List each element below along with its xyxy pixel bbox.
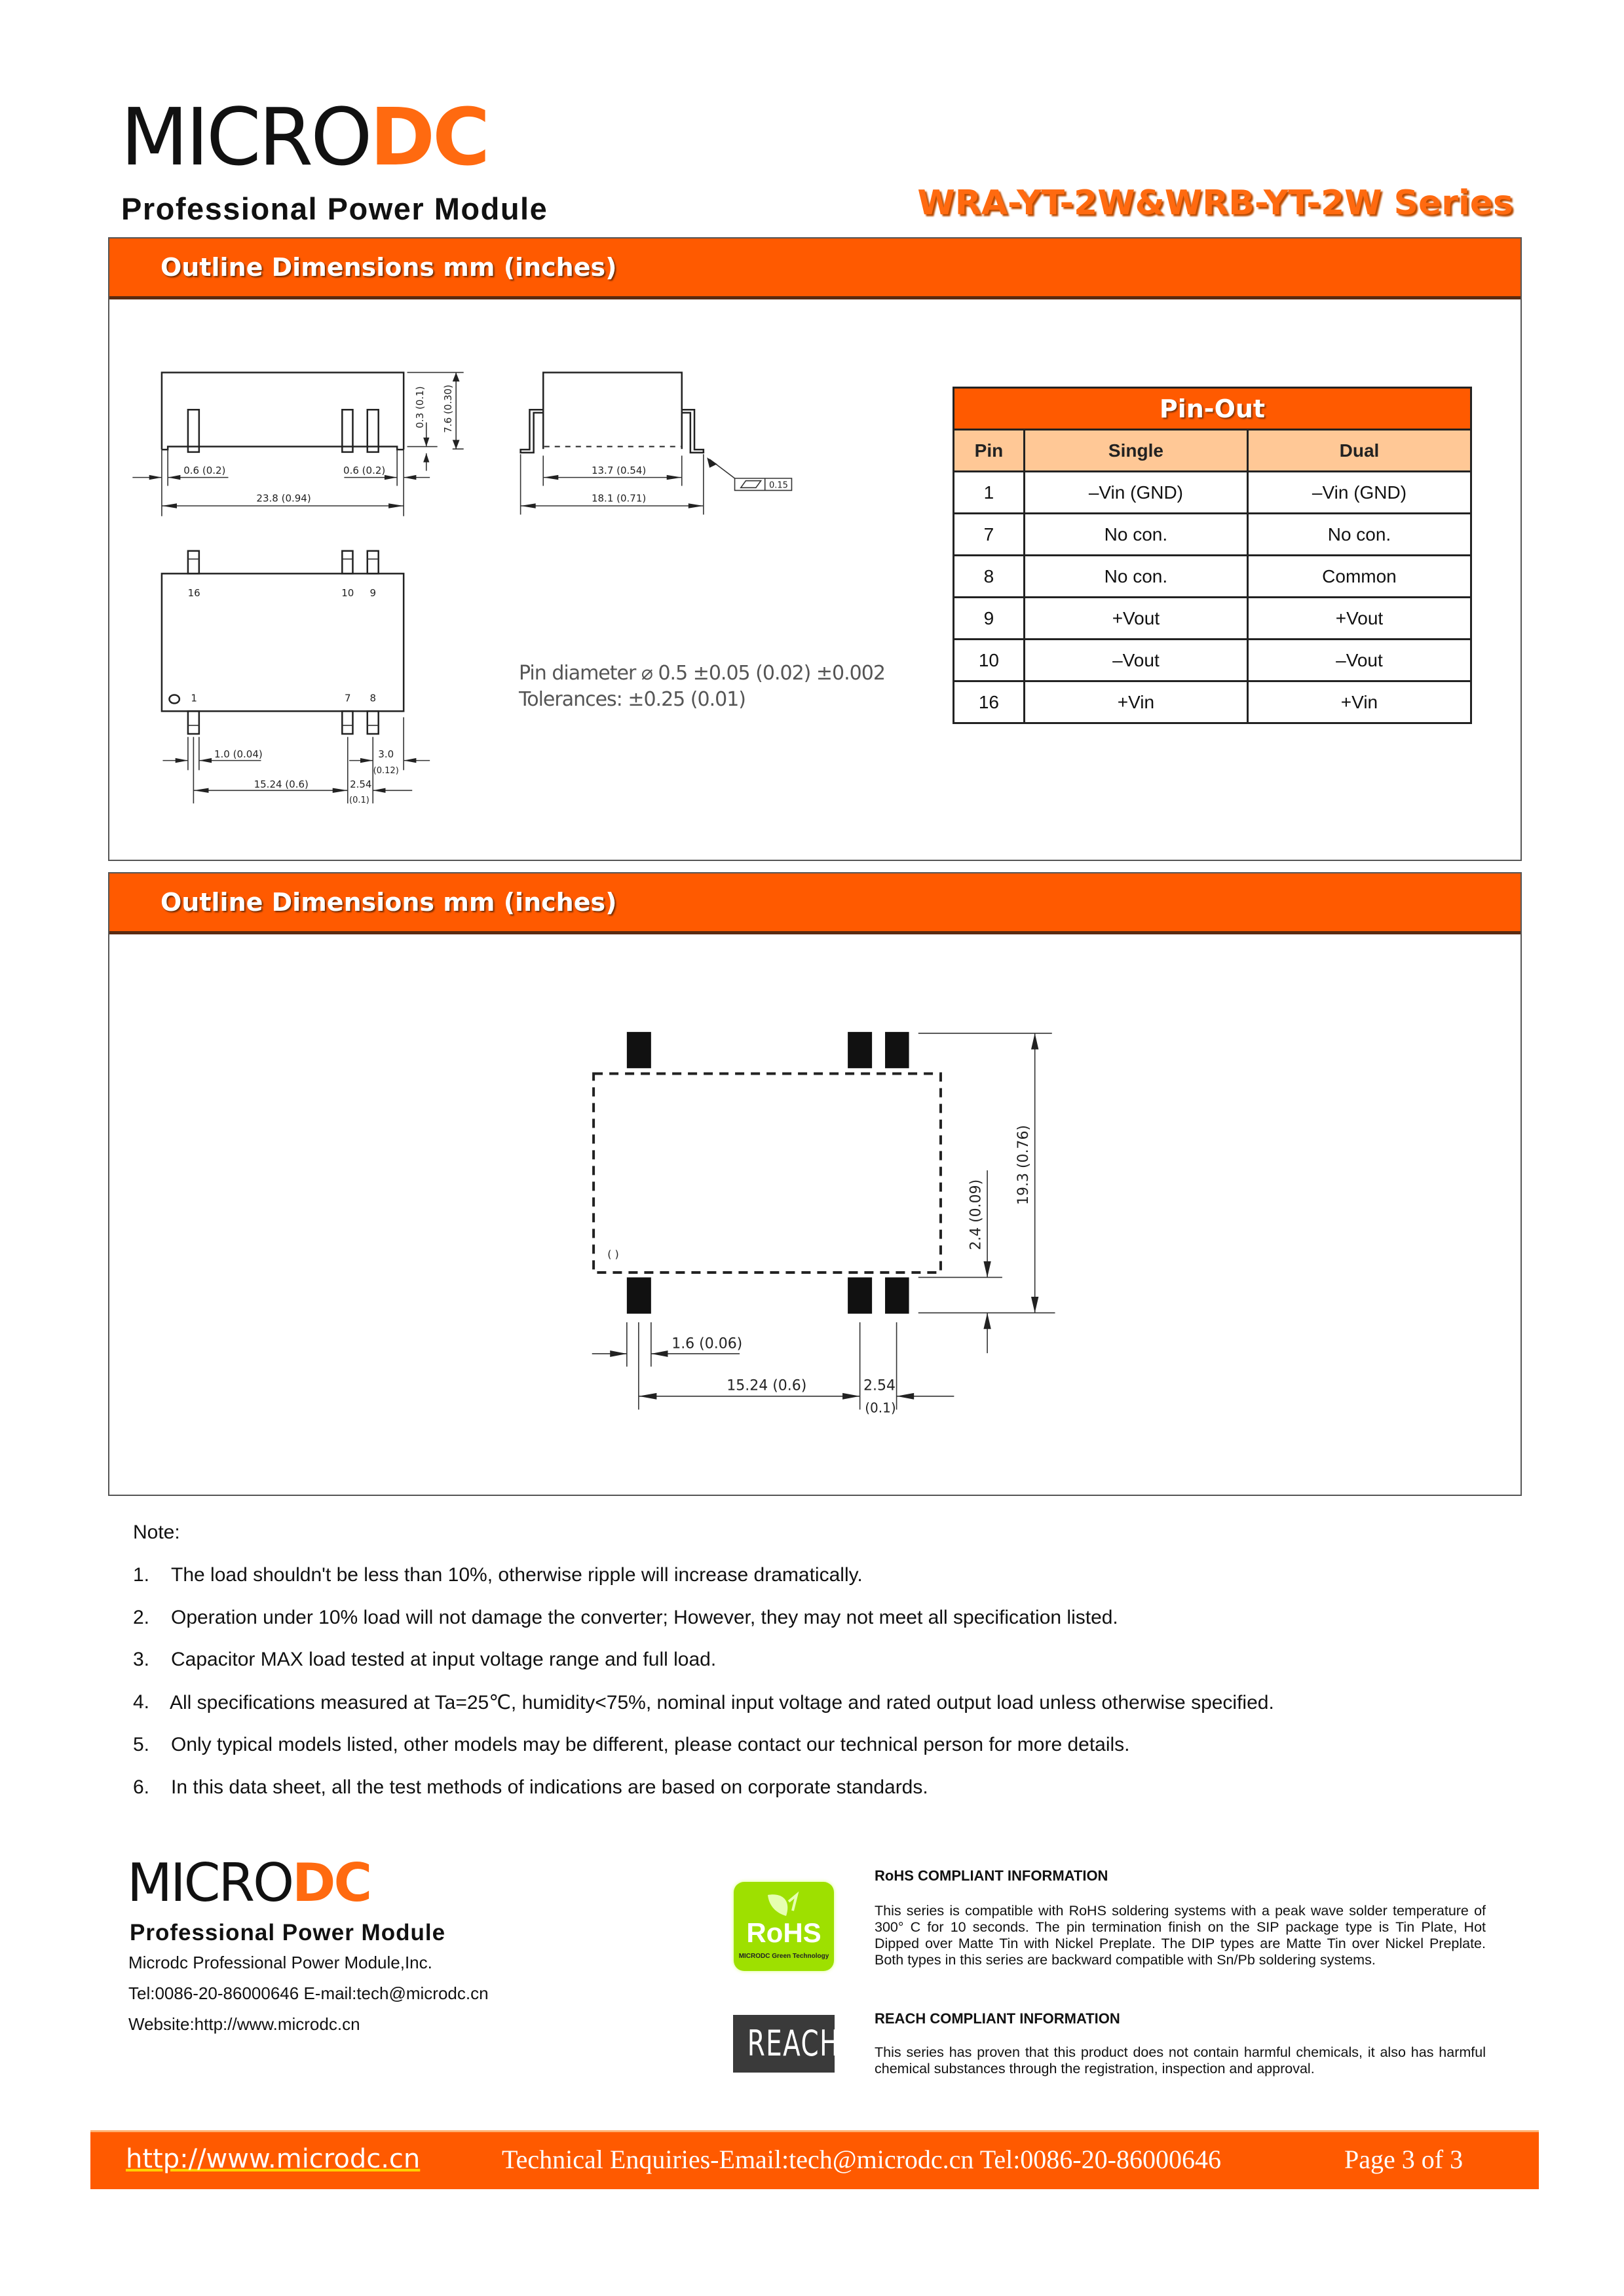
note-number: 1. [133, 1564, 150, 1586]
note-text: In this data sheet, all the test methods of indications are based on corporate standards. [171, 1776, 928, 1798]
dim-1.0: 1.0 (0.04) [214, 748, 263, 761]
reach-logo-text: REACH [747, 2023, 840, 2064]
cell-pin: 9 [954, 598, 1025, 640]
rohs-logo-text: RoHS [746, 1917, 821, 1948]
dim-15.24: 15.24 (0.6) [727, 1377, 807, 1394]
logo-tagline: Professional Power Module [130, 1920, 446, 1945]
dim-2.54: 2.54 [863, 1377, 896, 1394]
note-number: 4. [133, 1691, 150, 1713]
logo-dc: DC [369, 92, 488, 183]
pin-label-16: 16 [187, 587, 200, 600]
dim-15.24: 15.24 (0.6) [254, 778, 309, 791]
dim-3.0: 3.0 [378, 748, 394, 761]
pin-label-7: 7 [344, 692, 351, 704]
col-header-single: Single [1024, 430, 1247, 472]
note-text: All specifications measured at Ta=25℃, humidity<75%, nominal input voltage and rated output load unless otherwise specified. [170, 1692, 1274, 1713]
pin-label-10: 10 [341, 587, 354, 600]
cell-dual: –Vout [1247, 640, 1471, 681]
flatness-value: 0.15 [768, 480, 788, 491]
logo-dc: DC [292, 1852, 371, 1913]
cell-single: +Vin [1024, 681, 1247, 723]
rohs-logo-subtext: MICRODC Green Technology [738, 1953, 829, 1960]
dim-13.7: 13.7 (0.54) [591, 465, 647, 477]
website-link[interactable]: http://www.microdc.cn [126, 2144, 421, 2174]
col-header-dual: Dual [1247, 430, 1471, 472]
cell-single: –Vout [1024, 640, 1247, 681]
footer-bar [90, 2130, 1539, 2189]
note-number: 5. [133, 1734, 150, 1755]
rohs-title: RoHS COMPLIANT INFORMATION [875, 1867, 1108, 1884]
dim-0.6-left: 0.6 (0.2) [183, 465, 226, 477]
note-text: Capacitor MAX load tested at input voltage range and full load. [171, 1649, 717, 1670]
logo-micro: MICRO [127, 1852, 293, 1913]
cell-dual: No con. [1247, 514, 1471, 556]
reach-logo [733, 2015, 840, 2073]
tolerances-note: Tolerances: ±0.25 (0.01) [519, 688, 746, 711]
cell-pin: 8 [954, 556, 1025, 598]
dim-23.8: 23.8 (0.94) [256, 492, 311, 505]
dim-3.0-inch: (0.12) [373, 766, 399, 776]
dim-0.3: 0.3 (0.1) [414, 386, 426, 429]
pin-diameter-note: Pin diameter ⌀ 0.5 ±0.05 (0.02) ±0.002 [519, 662, 885, 685]
note-number: 3. [133, 1649, 150, 1670]
logo-micro: MICRO [121, 92, 370, 183]
section-title: Outline Dimensions mm (inches) [161, 253, 617, 282]
note-text: Only typical models listed, other models may be different, please contact our technical person for more details. [171, 1734, 1130, 1755]
logo-tagline: Professional Power Module [121, 191, 548, 226]
cell-single: No con. [1024, 514, 1247, 556]
note-text: The load shouldn't be less than 10%, otherwise ripple will increase dramatically. [171, 1564, 863, 1586]
notes-heading: Note: [133, 1521, 180, 1543]
company-website: Website:http://www.microdc.cn [128, 2014, 360, 2034]
pin-label-9: 9 [369, 587, 377, 600]
technical-enquiries: Technical Enquiries-Email:tech@microdc.cn Tel:0086-20-86000646 [502, 2145, 1221, 2174]
cell-pin: 7 [954, 514, 1025, 556]
dim-7.6: 7.6 (0.30) [442, 384, 455, 433]
cell-dual: +Vin [1247, 681, 1471, 723]
col-header-pin: Pin [954, 430, 1025, 472]
reach-body: This series has proven that this product does not contain harmful chemicals, it also has harmful chemical substances through the registration, inspection and approval. [875, 2044, 1486, 2076]
dim-2.4: 2.4 (0.09) [968, 1179, 985, 1250]
series-title: WRA-YT-2W&WRB-YT-2W Series [917, 183, 1513, 223]
note-number: 2. [133, 1607, 150, 1628]
pin-label-8: 8 [369, 692, 377, 704]
dim-2.54-inch: (0.1) [349, 795, 369, 806]
page-number: Page 3 of 3 [1344, 2145, 1463, 2174]
cell-pin: 16 [954, 681, 1025, 723]
dim-1.6: 1.6 (0.06) [671, 1335, 743, 1352]
pin1-marker: ( ) [607, 1248, 619, 1261]
rohs-logo [734, 1882, 834, 1971]
note-number: 6. [133, 1776, 150, 1798]
cell-pin: 10 [954, 640, 1025, 681]
company-contact: Tel:0086-20-86000646 E-mail:tech@microdc.cn [128, 1983, 489, 2003]
cell-single: –Vin (GND) [1024, 472, 1247, 514]
cell-dual: –Vin (GND) [1247, 472, 1471, 514]
reach-title: REACH COMPLIANT INFORMATION [875, 2010, 1120, 2027]
dim-2.54: 2.54 [350, 778, 372, 791]
pin-label-1: 1 [191, 692, 197, 704]
dim-0.6-right: 0.6 (0.2) [343, 465, 386, 477]
section-title: Outline Dimensions mm (inches) [161, 888, 617, 917]
rohs-body: This series is compatible with RoHS soldering systems with a peak wave solder temperature of 300° C for 10 seconds. The pin termination finish on the SIP package type is Tin Plate, Hot Dipped over Matte Tin with Nickel Preplate. The DIP types are Matte Tin over Nickel Preplate. Both types in this series are backward compatible with Sn/Pb soldering systems. [875, 1903, 1486, 1968]
dim-18.1: 18.1 (0.71) [591, 492, 647, 505]
cell-dual: Common [1247, 556, 1471, 598]
cell-pin: 1 [954, 472, 1025, 514]
cell-single: +Vout [1024, 598, 1247, 640]
company-name: Microdc Professional Power Module,Inc. [128, 1953, 432, 1972]
pinout-title: Pin-Out [954, 388, 1471, 430]
cell-single: No con. [1024, 556, 1247, 598]
dim-19.3: 19.3 (0.76) [1015, 1124, 1032, 1205]
dim-2.54-inch: (0.1) [865, 1400, 896, 1416]
cell-dual: +Vout [1247, 598, 1471, 640]
note-text: Operation under 10% load will not damage the converter; However, they may not meet all specification listed. [171, 1607, 1118, 1628]
